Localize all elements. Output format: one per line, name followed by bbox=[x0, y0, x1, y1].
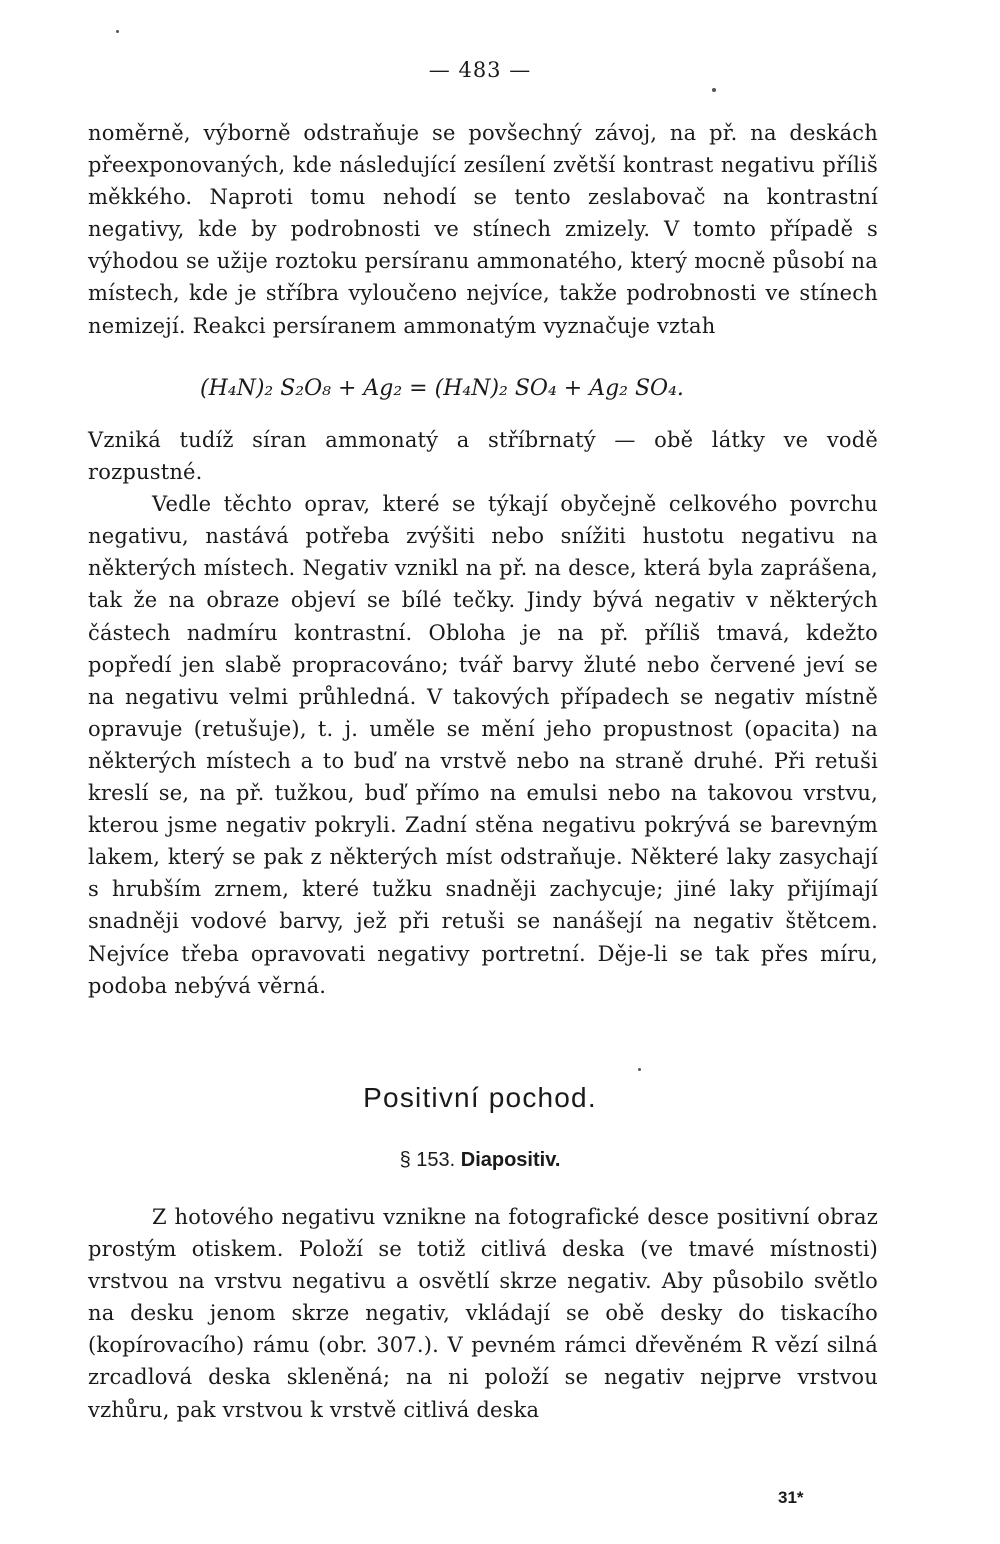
section-title: Diapositiv. bbox=[460, 1149, 561, 1171]
paragraph: Vzniká tudíž síran ammonatý a stříbrnatý — obě látky ve vodě rozpustné. bbox=[88, 428, 878, 485]
text-block-middle bbox=[88, 424, 878, 1002]
section-heading bbox=[0, 1149, 960, 1172]
print-speck bbox=[712, 88, 716, 92]
chapter-heading: Positivní pochod. bbox=[363, 1082, 597, 1113]
paragraph: Z hotového negativu vznikne na fotografické desce positivní obraz prostým otiskem. Položí se totiž citlivá deska (ve tmavé místnosti) vrstvou na vrstvu negativu a osvětlí skrze negativ. Aby působilo světlo na desku jenom skrze negativ, vkládají se obě desky do tiskacího (kopírovacího) rámu (obr. 307.). V pevném rámci dřevěném R vězí silná zrcadlová deska skleněná; na ni položí se negativ nejprve vrstvou vzhůru, pak vrstvou k vrstvě citlivá deska bbox=[88, 1205, 878, 1422]
print-speck bbox=[638, 1068, 641, 1071]
paragraph: Vedle těchto oprav, které se týkají obyčejně celkového povrchu negativu, nastává potřeba zvýšiti nebo snížiti hustotu negativu na některých místech. Negativ vznikl na př. na desce, která byla zaprášena, tak že na obraze objeví se bílé tečky. Jindy bývá negativ v některých částech nadmíru kontrastní. Obloha je na př. příliš tmavá, kdežto popředí jen slabě propracováno; tvář barvy žluté nebo červené jeví se na negativu velmi průhledná. V takových případech se negativ místně opravuje (retušuje), t. j. uměle se mění jeho propustnost (opacita) na některých místech a to buď na vrstvě nebo na straně druhé. Při retuši kreslí se, na př. tužkou, buď přímo na emulsi nebo na takovou vrstvu, kterou jsme negativ pokryli. Zadní stěna negativu pokrývá se barevným lakem, který se pak z některých míst odstraňuje. Některé laky zasychají s hrubším zrnem, které tužku snadněji zachycuje; jiné laky přijímají snadněji vodové barvy, jež při retuši se nanášejí na negativ štětcem. Nejvíce třeba opravovati negativy portretní. Děje-li se tak přes míru, podoba nebývá věrná. bbox=[88, 492, 878, 998]
page-number: — 483 — bbox=[428, 58, 532, 82]
printer-signature: 31* bbox=[778, 1488, 804, 1507]
section-number: § 153. bbox=[399, 1149, 456, 1171]
chemical-formula: (H₄N)₂ S₂O₈ + Ag₂ = (H₄N)₂ SO₄ + Ag₂ SO₄. bbox=[200, 376, 684, 401]
text-block-top bbox=[88, 117, 878, 342]
paragraph: noměrně, výborně odstraňuje se povšechný závoj, na př. na deskách přeexponovaných, kde následující zesílení zvětší kontrast negativu příliš měkkého. Naproti tomu nehodí se tento zeslabovač na kontrastní negativy, kde by podrobnosti ve stínech zmizely. V tomto případě s výhodou se užije roztoku persíranu ammonatého, který mocně působí na místech, kde je stříbra vyloučeno nejvíce, takže podrobnosti ve stínech nemizejí. Reakci persíranem ammonatým vyznačuje vztah bbox=[88, 121, 878, 338]
text-block-bottom bbox=[88, 1201, 878, 1426]
print-speck bbox=[116, 30, 119, 33]
